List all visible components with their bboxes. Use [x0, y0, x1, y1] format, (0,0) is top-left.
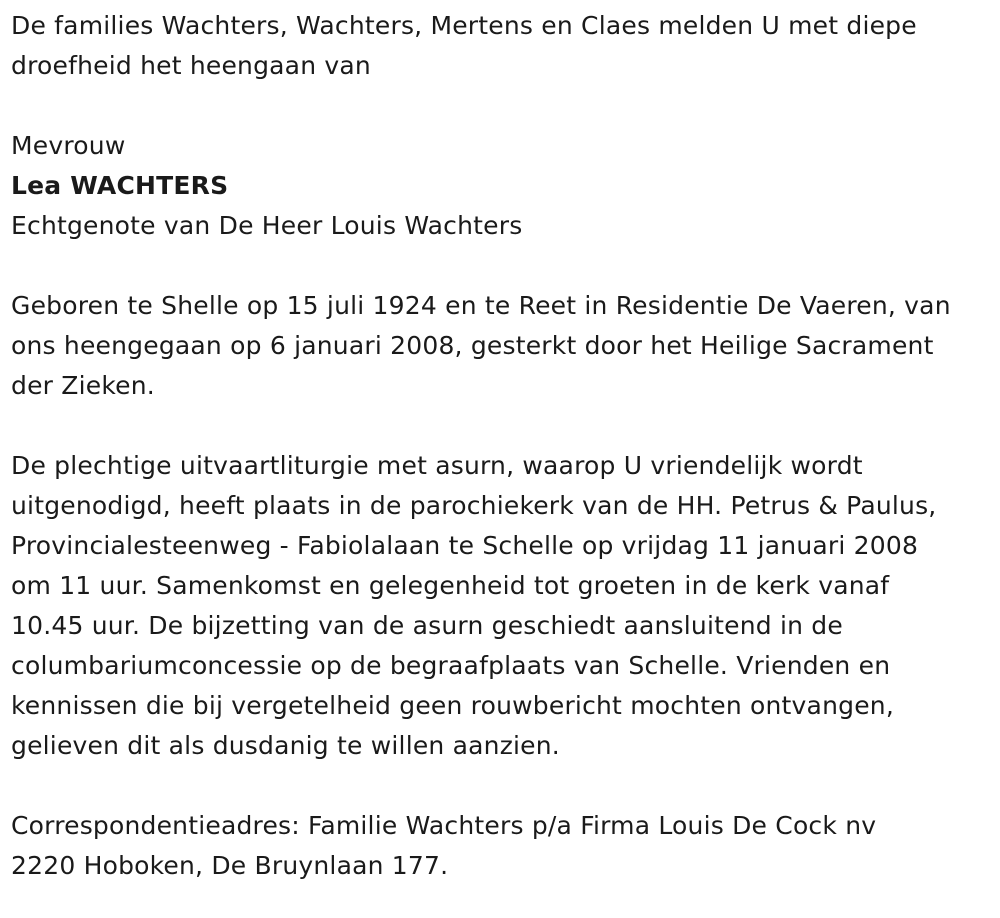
birth-death-paragraph	[11, 286, 996, 406]
correspondence-paragraph	[11, 806, 996, 886]
funeral-line: De plechtige uitvaartliturgie met asurn, waarop U vriendelijk wordt	[11, 451, 863, 480]
funeral-line: 10.45 uur. De bijzetting van de asurn geschiedt aansluitend in de	[11, 611, 843, 640]
funeral-line: columbariumconcessie op de begraafplaats van Schelle. Vrienden en	[11, 651, 891, 680]
birth-death-line: Geboren te Shelle op 15 juli 1924 en te Reet in Residentie De Vaeren, van	[11, 291, 951, 320]
paragraph-gap	[11, 766, 996, 806]
intro-line: droefheid het heengaan van	[11, 51, 371, 80]
funeral-line: gelieven dit als dusdanig te willen aanzien.	[11, 731, 560, 760]
relation-line: Echtgenote van De Heer Louis Wachters	[11, 211, 523, 240]
deceased-name: Lea WACHTERS	[11, 171, 229, 200]
paragraph-gap	[11, 86, 996, 126]
intro-paragraph	[11, 6, 996, 86]
funeral-line: kennissen die bij vergetelheid geen rouwbericht mochten ontvangen,	[11, 691, 894, 720]
paragraph-gap	[11, 406, 996, 446]
funeral-line: Provincialesteenweg - Fabiolalaan te Schelle op vrijdag 11 januari 2008	[11, 531, 919, 560]
funeral-line: om 11 uur. Samenkomst en gelegenheid tot groeten in de kerk vanaf	[11, 571, 890, 600]
birth-death-line: der Zieken.	[11, 371, 155, 400]
obituary-notice	[11, 6, 996, 886]
salutation: Mevrouw	[11, 131, 126, 160]
correspondence-line: 2220 Hoboken, De Bruynlaan 177.	[11, 851, 449, 880]
paragraph-gap	[11, 246, 996, 286]
correspondence-line: Correspondentieadres: Familie Wachters p/a Firma Louis De Cock nv	[11, 811, 877, 840]
funeral-line: uitgenodigd, heeft plaats in de parochiekerk van de HH. Petrus & Paulus,	[11, 491, 937, 520]
intro-line: De families Wachters, Wachters, Mertens en Claes melden U met diepe	[11, 11, 917, 40]
funeral-paragraph	[11, 446, 996, 766]
birth-death-line: ons heengegaan op 6 januari 2008, gesterkt door het Heilige Sacrament	[11, 331, 934, 360]
